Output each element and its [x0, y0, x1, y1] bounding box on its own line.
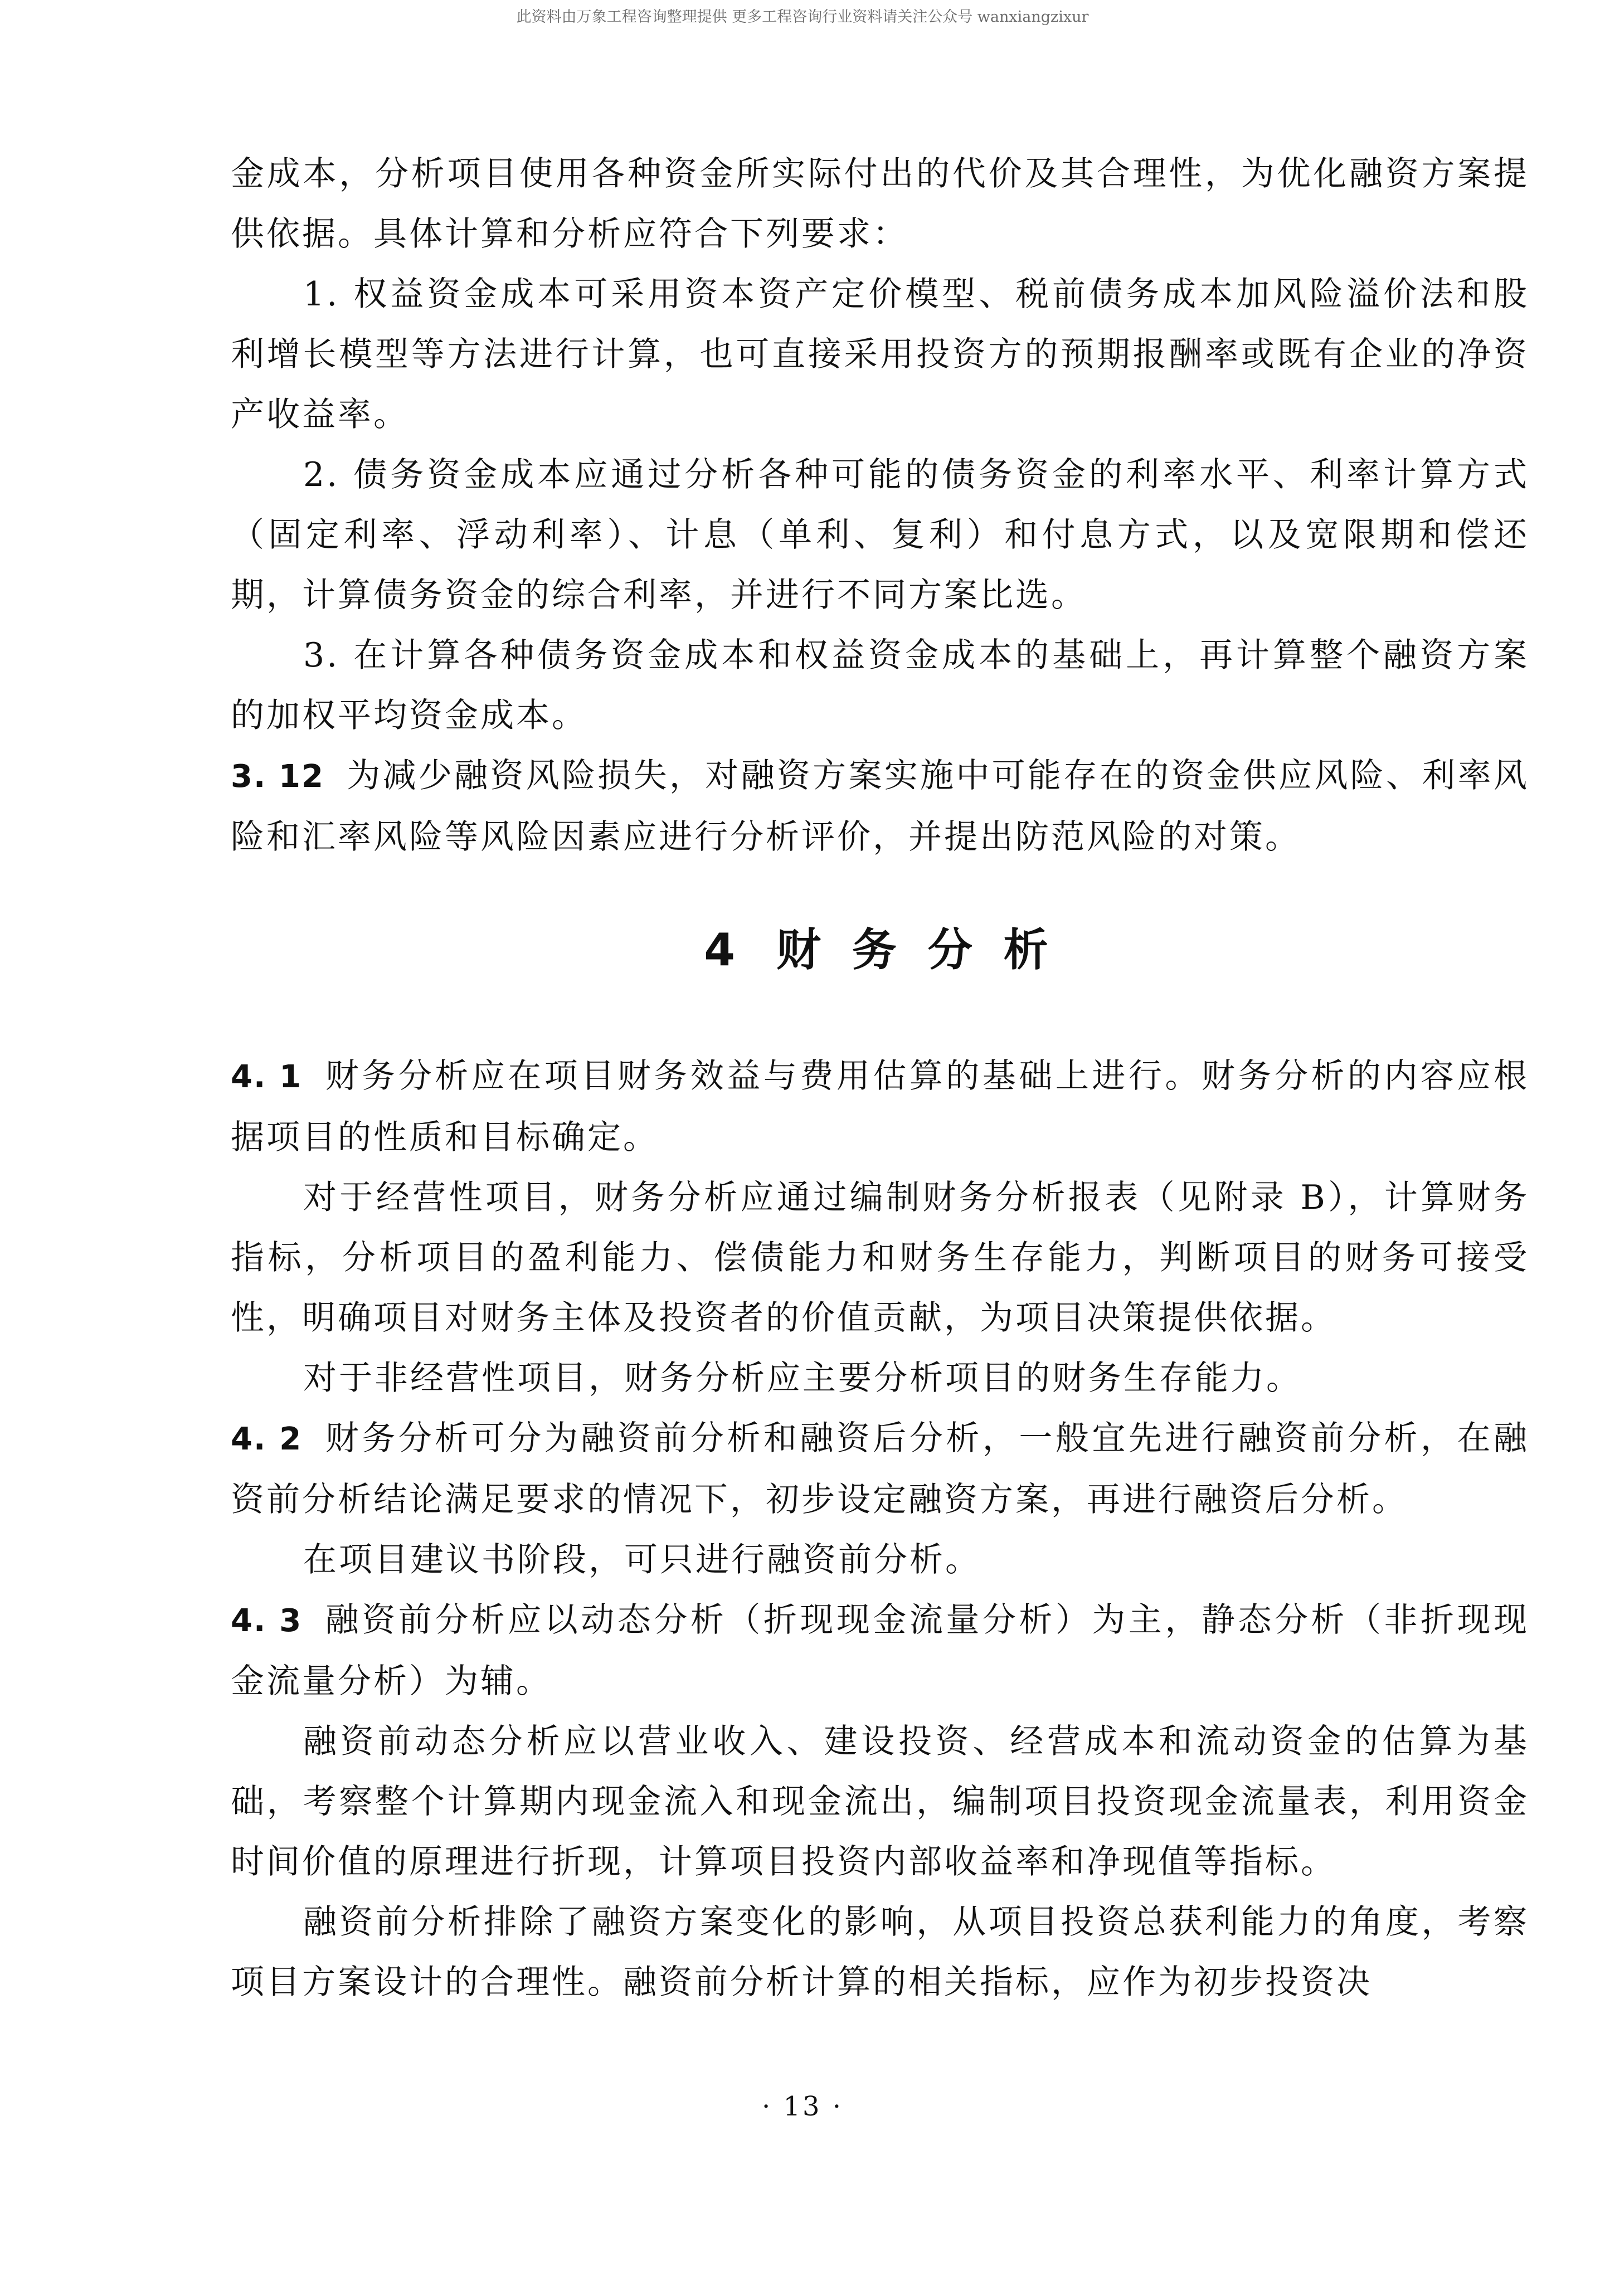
clause-text: 为减少融资风险损失，对融资方案实施中可能存在的资金供应风险、利率风险和汇率风险等风险因素应进行分析评价，并提出防范风险的对策。: [231, 756, 1529, 857]
section-title: 财 务 分 析: [776, 924, 1056, 976]
clause-4-3: [231, 1590, 1529, 1711]
clause-number: 4. 2: [231, 1421, 303, 1457]
clause-4-2: [231, 1408, 1529, 1530]
clause-text: 融资前分析应以动态分析（折现现金流量分析）为主，静态分析（非折现现金流量分析）为辅。: [231, 1601, 1530, 1701]
clause-text: 财务分析可分为融资前分析和融资后分析，一般宜先进行融资前分析，在融资前分析结论满足要求的情况下，初步设定融资方案，再进行融资后分析。: [231, 1419, 1530, 1519]
list-item-debt-cost: 2. 债务资金成本应通过分析各种可能的债务资金的利率水平、利率计算方式（固定利率、浮动利率）、计息（单利、复利）和付息方式，以及宽限期和偿还期，计算债务资金的综合利率，并进行不同方案比选。: [231, 455, 1529, 615]
list-item-weighted-cost: 3. 在计算各种债务资金成本和权益资金成本的基础上，再计算整个融资方案的加权平均资金成本。: [231, 636, 1529, 735]
clause-paragraph: 对于经营性项目，财务分析应通过编制财务分析报表（见附录 B），计算财务指标，分析项目的盈利能力、偿债能力和财务生存能力，判断项目的财务可接受性，明确项目对财务主体及投资者的价值贡献，为项目决策提供依据。: [231, 1178, 1529, 1337]
section-heading: [231, 920, 1529, 980]
clause-paragraph: 融资前分析排除了融资方案变化的影响，从项目投资总获利能力的角度，考察项目方案设计的合理性。融资前分析计算的相关指标，应作为初步投资决: [231, 1903, 1529, 2002]
clause-number: 4. 1: [231, 1059, 303, 1095]
clause-paragraph: 对于非经营性项目，财务分析应主要分析项目的财务生存能力。: [303, 1359, 1302, 1398]
clause-number: 4. 3: [231, 1603, 303, 1639]
list-item-equity-cost: 1. 权益资金成本可采用资本资产定价模型、税前债务成本加风险溢价法和股利增长模型等方法进行计算，也可直接采用投资方的预期报酬率或既有企业的净资产收益率。: [231, 275, 1529, 434]
clause-3-12: [231, 746, 1529, 867]
section-number: 4: [704, 924, 743, 976]
page-number: · 13 ·: [761, 2091, 844, 2122]
clause-text: 财务分析应在项目财务效益与费用估算的基础上进行。财务分析的内容应根据项目的性质和目标确定。: [231, 1057, 1530, 1157]
clause-4-1: [231, 1046, 1529, 1168]
body-text: [231, 144, 1529, 2012]
clause-paragraph: 融资前动态分析应以营业收入、建设投资、经营成本和流动资金的估算为基础，考察整个计算期内现金流入和现金流出，编制项目投资现金流量表，利用资金时间价值的原理进行折现，计算项目投资内部收益率和净现值等指标。: [231, 1722, 1529, 1881]
clause-number: 3. 12: [231, 758, 324, 795]
clause-paragraph: 在项目建议书阶段，可只进行融资前分析。: [303, 1540, 981, 1579]
header-watermark: 此资料由万象工程咨询整理提供 更多工程咨询行业资料请关注公众号 wanxiangzixur: [516, 8, 1089, 26]
paragraph-continuation: 金成本，分析项目使用各种资金所实际付出的代价及其合理性，为优化融资方案提供依据。具体计算和分析应符合下列要求：: [231, 154, 1529, 254]
